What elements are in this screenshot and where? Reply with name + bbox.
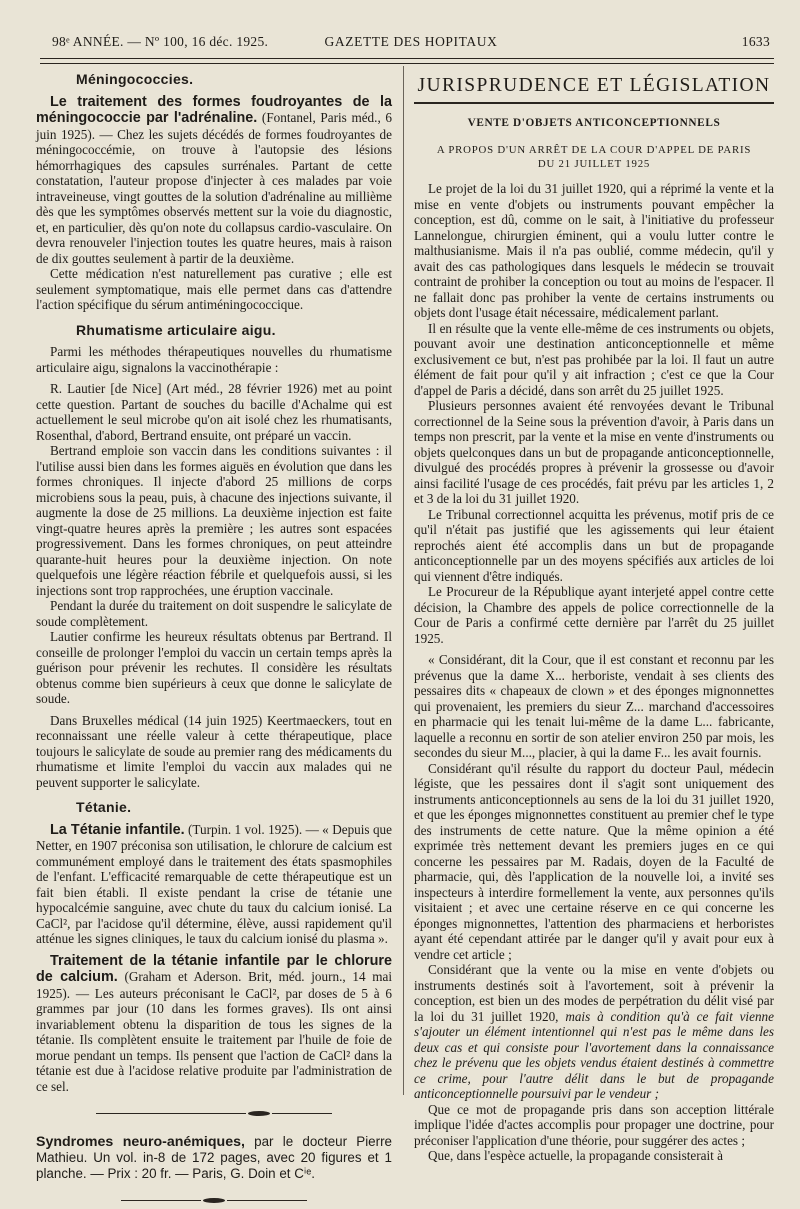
paragraph xyxy=(36,822,392,947)
paragraph: Cette médication n'est naturellement pas curative ; elle est seulement symptomatique, mais elle permet dans cas d'attendre l'action spécifique du sérum antiméningococcique. xyxy=(36,266,392,312)
book-title: Syndromes neuro-anémiques, xyxy=(36,1133,245,1150)
paragraph: « Considérant, dit la Cour, que il est constant et reconnu par les prévenus que la dame X... herboriste, vendait à ses clients des pessaires dits « chapeaux de clown » et des éponges mignonnettes qui provenaient, les premiers du sieur Z... marchand d'accessoires en pharmacie qui les tenait lui-même de la dame L... fabricante, laquelle a reconnu en sortir de son atelier environ 250 par mois, les secondes du sieur M..., placier, à qui la dame F... les avait fournis. xyxy=(414,652,774,760)
paragraph: Lautier confirme les heureux résultats obtenus par Bertrand. Il conseille de prolonger l'emploi du vaccin un certain temps après la guérison pour prévenir les rechutes. Il considère les résultats obtenus comme bien supérieurs à ceux que donne le salicylate de soude. xyxy=(36,629,392,706)
article-title: Traitement de la tétanie infantile par le chlorure de calcium. xyxy=(36,952,392,985)
paragraph xyxy=(414,962,774,1102)
heading-rule xyxy=(414,102,774,104)
section-title-meningococcies: Méningococcies. xyxy=(76,71,194,87)
paragraph: Bertrand emploie son vaccin dans les conditions suivantes : il l'utilise aussi bien dans les formes aiguës en évolution que dans les formes chroniques. Il injecte d'abord 25 millions de corps microbiens sous la peau, puis, à chacune des injections suivante, il augmente la dose de 25 millions. La deuxième injection est faite vingt-quatre heures après la première ; les autres sont espacées progressivement. Dans les formes chroniques, on peut atteindre quarante-huit heures pour la deuxième injection. On note quelquefois une légère réaction fébrile et quelquefois aussi, si les injections sont trop rapprochées, une éruption vaccinale. xyxy=(36,443,392,598)
paragraph: Considérant qu'il résulte du rapport du docteur Paul, médecin légiste, que les pessaires dont il s'agit sont uniquement des instruments anticonceptionnels au sens de la loi du 31 juillet 1920, et que les éponges mignonnettes constituent au premier chef le type des instruments de cette nature. Que la même opinion a été exprimée très nettement devant les premiers juges en ce qui concerne les pessaires par M. Radais, doyen de la Faculté de pharmacie, qui, dès l'application de la nouvelle loi, a invité ses inspecteurs à interdire formellement la vente, aux personnes qu'ils visitaient ; et avec une certaine réserve en ce qui concerne les éponges mignonnettes, l'attention des pharmaciens et herboristes ayant été cependant attirée par le danger qu'il y avait pour eux à vendre cet article ; xyxy=(414,760,774,962)
article-subtitle xyxy=(414,143,774,171)
paragraph: Plusieurs personnes avaient été renvoyées devant le Tribunal correctionnel de la Seine sous la prévention d'avoir, à Paris dans un temps non prescrit, par la vente et la mise en vente d'instruments ou objets quelconques dans un but de propagande anticonceptionnelle, divulgué des procédés propres à prévenir la grossesse ou d'avoir ainsi facilité l'usage de ces procédés, fait prévu par les articles 1, 2 et 3 de la loi du 31 juillet 1920. xyxy=(414,398,774,506)
ornament-divider xyxy=(36,1193,392,1209)
article-title: VENTE D'OBJETS ANTICONCEPTIONNELS xyxy=(467,116,721,129)
paragraph: R. Lautier [de Nice] (Art méd., 28 février 1926) met au point cette question. Partant de souches du bacille d'Achalme qui est actuellement le seul microbe qu'on ait isolé chez les rhumatisants, Rosenthal, d'abord, Bertrand ensuite, ont préparé un vaccin. xyxy=(36,381,392,443)
paragraph: Le Procureur de la République ayant interjeté appel contre cette décision, la Chambre des appels de police correctionnelle de la Cour de Paris a confirmé cette dernière par l'arrêt du 25 juillet 1925. xyxy=(414,584,774,646)
section-title-tetanie: Tétanie. xyxy=(76,799,132,815)
column-divider xyxy=(403,66,404,1095)
journal-title: GAZETTE DES HOPITAUX xyxy=(324,34,498,49)
article-title: Le traitement des formes foudroyantes de la méningococcie par l'adrénaline. xyxy=(36,93,392,126)
article-title: La Tétanie infantile. xyxy=(50,821,185,838)
article-subtitle-line: A PROPOS D'UN ARRÊT DE LA COUR D'APPEL DE PARIS xyxy=(436,144,752,156)
issue-info: 98ᵉ ANNÉE. — Nº 100, 16 déc. 1925. xyxy=(52,34,269,49)
book-details: par le docteur Pierre Mathieu. Un vol. in-8 de 172 pages, avec 20 figures et 1 planche. — Prix : 20 fr. — Paris, G. Doin et Cⁱᵉ. xyxy=(36,1133,392,1181)
paragraph: Que ce mot de propagande pris dans son acception littérale implique l'idée d'actes accomplis pour propager une doctrine, pour préconiser l'application d'une théorie, pour suggérer des actes ; xyxy=(414,1101,774,1148)
paragraph xyxy=(36,94,392,267)
paragraph: Que, dans l'espèce actuelle, la propagande consisterait à xyxy=(428,1148,723,1163)
paragraph xyxy=(36,953,392,1095)
ornament-divider xyxy=(36,1106,392,1122)
paragraph: Parmi les méthodes thérapeutiques nouvelles du rhumatisme articulaire aigu, signalons la vaccinothérapie : xyxy=(36,344,392,375)
paragraph-italic-text: mais à condition qu'à ce fait vienne s'ajouter un élément intentionnel qui n'est pas le même dans les deux cas et qui consiste pour l'avortement dans la connaissance chez le prévenu que les objets vendus étaient destinés à commettre ce crime, pour l'autre délit dans le but de propagande anticonceptionnelle poursuivi par le vendeur ; xyxy=(414,1008,774,1101)
header-rule xyxy=(40,58,774,64)
paragraph: Le Tribunal correctionnel acquitta les prévenus, motif pris de ce qu'il n'était pas justifié que les agissements qui leur étaient reprochés aient été accomplis dans un but de propagande anticonceptionnelle par un des moyens spécifiés aux articles de loi qui viennent d'être indiqués. xyxy=(414,506,774,584)
section-title-rhumatisme: Rhumatisme articulaire aigu. xyxy=(76,321,276,338)
left-column xyxy=(36,71,393,1181)
right-column xyxy=(414,72,774,1163)
section-heading: JURISPRUDENCE ET LÉGISLATION xyxy=(417,75,771,96)
paragraph-text: Considérant que la vente ou la mise en vente d'objets ou instruments destinés soit à l'avortement, soit à prévenir la conception, est bien un des modes de perpétration du délit visé par la loi du 31 juillet 1920, xyxy=(414,962,774,1024)
article-text: (Graham et Aderson. Brit, méd. journ., 14 mai 1925). — Les auteurs préconisant le CaCl², par doses de 5 à 6 grammes par jour (10 dans les formes graves). Ils ont ainsi invariablement obtenu la disparition de tous les signes de la tétanie. Ils complètent ensuite le traitement par l'huile de foie de morue pendant un temps. Ils pensent que l'action de CaCl² dans la tétanie est due à l'acidose relative produite par l'administration de ce sel. xyxy=(36,969,393,1094)
paragraph: Dans Bruxelles médical (14 juin 1925) Keertmaeckers, tout en reconnaissant une réelle valeur à cette thérapeutique, place toujours le salicylate de soude au premier rang des médicaments du rhumatisme et limite l'emploi du vaccin aux malades qui ne peuvent supporter le salicylate. xyxy=(36,712,392,790)
article-text: (Fontanel, Paris méd., 6 juin 1925). — Chez les sujets décédés de formes foudroyantes de méningococcémie, on trouve à l'autopsie des lésions hémorrhagiques des capsules surrénales. Partant de cette constatation, l'auteur propose d'injecter à ces malades par voie intraveineuse, vingt gouttes de la solution d'adrénaline au millième dès que les symptômes observés mettent sur la voie du diagnostic, et, en particulier, dès qu'on note du collapsus cardio-vasculaire. On devra renouveler l'injection toutes les quatre heures, mais à raison de dix gouttes seulement à partir de la deuxième. xyxy=(36,110,392,266)
page-header xyxy=(52,30,770,56)
book-notice xyxy=(36,1134,392,1182)
article-subtitle-line: DU 21 JUILLET 1925 xyxy=(537,158,651,170)
article-text: (Turpin. 1 vol. 1925). — « Depuis que Netter, en 1907 préconisa son utilisation, le chlorure de calcium est communément employé dans le traitement des états spasmophiles de l'enfant. L'efficacité remarquable de cette thérapeutique est un fait bien établi. Il existe pendant la crise de tétanie une hypocalcémie sanguine, avec chute du taux du calcium ionisé. La CaCl², par l'acidose qu'il détermine, élève, aussi rapidement qu'il atténue les signes cliniques, le taux du calcium ionisé du plasma ». xyxy=(36,821,393,946)
paragraph: Le projet de la loi du 31 juillet 1920, qui a réprimé la vente et la mise en vente d'objets ou instruments pouvant empêcher la conception, est dû, comme on le sait, à l'initiative du professeur Lannelongue, chirurgien éminent, qui a voulu lutter contre le malthusianisme. Mais il n'a pas oublié, comme médecin, qu'il y avait des cas pathologiques dans lesquels le médecin se trouvait contraint de prohiber la conception ou tout au moins de l'espacer. Il ne fallait donc pas prohiber la vente de certains instruments ou objets dont l'usage était nécessaire, médicalement parlant. xyxy=(414,181,774,320)
paragraph: Pendant la durée du traitement on doit suspendre le salicylate de soude complètement. xyxy=(36,598,392,629)
page-number: 1633 xyxy=(741,34,770,49)
paragraph: Il en résulte que la vente elle-même de ces instruments ou objets, pouvant avoir une destination anticonceptionnelle et même exclusivement ce but, n'est pas prohibée par la loi. Il faut un autre élément de fait pour qu'il y ait infraction ; c'est ce que la Cour d'appel de Paris a décidé, dans son arrêt du 25 juillet 1925. xyxy=(414,320,774,398)
